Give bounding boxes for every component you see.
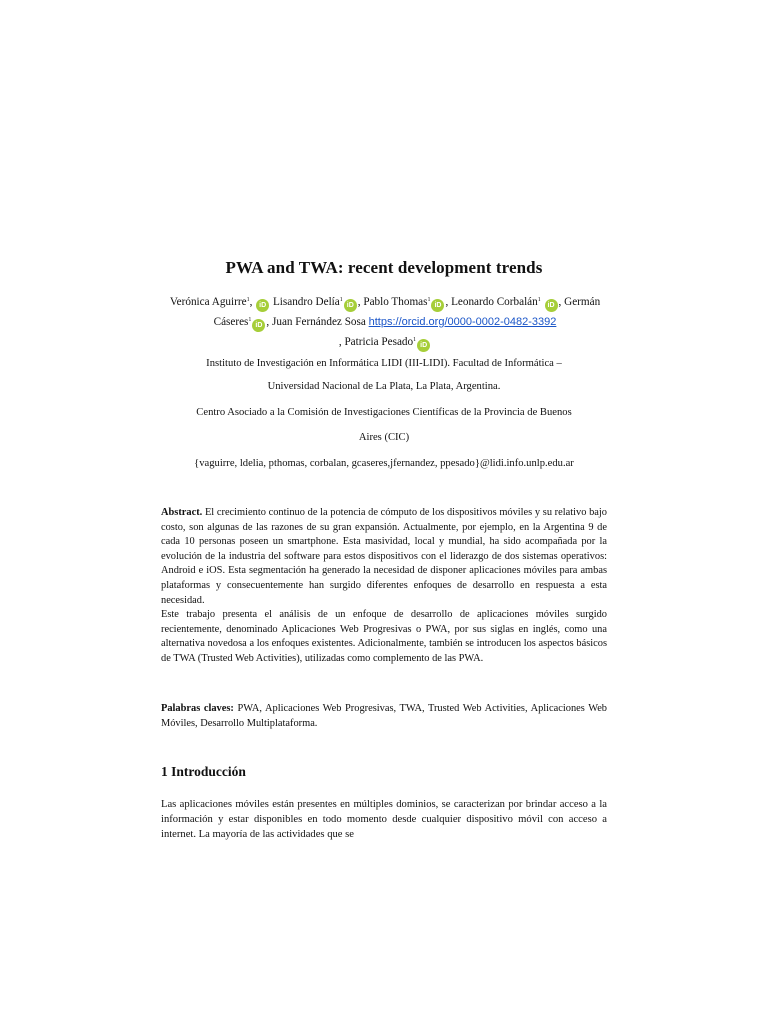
- author-emails: {vaguirre, ldelia, pthomas, corbalan, gcaseres,jfernandez, ppesado}@lidi.info.unlp.edu.ar: [194, 458, 574, 469]
- affiliation-line: Centro Asociado a la Comisión de Investigaciones Científicas de la Provincia de Buenos: [196, 407, 572, 418]
- orcid-icon[interactable]: iD: [256, 299, 269, 312]
- author-name: Patricia Pesado: [344, 336, 414, 348]
- abstract-paragraph: Este trabajo presenta el análisis de un enfoque de desarrollo de aplicaciones móviles surgido recientemente, denominado Aplicaciones Web Progresivas o PWA, por sus siglas en inglés, como una alternativa novedosa a los enfoques existentes. Adicionalmente, también se introducen los aspectos básicos de TWA (Trusted Web Activities), utilizadas como complemento de las PWA.: [161, 609, 607, 664]
- author-name: Verónica Aguirre: [169, 296, 247, 308]
- author-name: Germán Cáseres: [213, 296, 601, 328]
- section-paragraph: Las aplicaciones móviles están presentes en múltiples dominios, se caracterizan por brindar acceso a la información y estar disponibles en todo momento desde cualquier dispositivo móvil con acceso a internet. La mayoría de las actividades que se: [161, 799, 607, 840]
- author-list: Verónica Aguirre$^1$, iD Lisandro Delía$^1$iD , Pablo Thomas$^1$iD , Leonardo Corbalán$^1$ iD , Germán Cáseres$^1$iD , Juan Fernández Sosa https://orcid.org/0000-0002-0482-3392 , Patricia Pesado$^1$iD: [160, 292, 610, 352]
- author-superscript: 1: [427, 297, 431, 303]
- abstract-label: Abstract.: [161, 507, 203, 518]
- author-name: Juan Fernández Sosa: [272, 316, 366, 328]
- paper-title: PWA and TWA: recent development trends: [225, 258, 543, 277]
- orcid-icon[interactable]: iD: [344, 299, 357, 312]
- orcid-link[interactable]: https://orcid.org/0000-0002-0482-3392: [368, 316, 557, 328]
- orcid-icon[interactable]: iD: [431, 299, 444, 312]
- author-superscript: 1: [413, 337, 417, 343]
- author-name: Lisandro Delía: [272, 296, 340, 308]
- orcid-icon[interactable]: iD: [545, 299, 558, 312]
- orcid-icon[interactable]: iD: [417, 339, 430, 352]
- keywords-label: Palabras claves:: [161, 703, 234, 714]
- abstract-paragraph: El crecimiento continuo de la potencia de cómputo de los dispositivos móviles y su relativo bajo costo, son algunas de las razones de su gran expansión. Actualmente, por ejemplo, en la Argentina 9 de cada 10 personas poseen un smartphone. Esta masividad, local y mundial, ha sido acompañada por la evolución de la industria del software para estos dispositivos con el liderazgo de dos sistemas operativos: Android e iOS. Esta segmentación ha generado la necesidad de disponer aplicaciones móviles para ambas plataformas y consecuentemente han surgido diferentes enfoques de desarrollo en respuesta a esta necesidad.: [161, 507, 607, 606]
- author-superscript: 1: [248, 317, 252, 323]
- keywords: [161, 701, 607, 731]
- author-name: Leonardo Corbalán: [451, 296, 538, 308]
- author-superscript: 1: [537, 297, 541, 303]
- keywords-text: PWA, Aplicaciones Web Progresivas, TWA, Trusted Web Activities, Aplicaciones Web Móviles, Desarrollo Multiplataforma.: [161, 703, 607, 729]
- section-heading: 1 Introducción: [161, 764, 246, 779]
- abstract: [161, 506, 607, 667]
- orcid-icon[interactable]: iD: [252, 319, 265, 332]
- affiliation-line: Instituto de Investigación en Informática LIDI (III-LIDI). Facultad de Informática –: [206, 358, 562, 369]
- author-superscript: 1: [246, 297, 250, 303]
- author-name: Pablo Thomas: [363, 296, 428, 308]
- affiliation-line: Aires (CIC): [358, 432, 410, 443]
- author-superscript: 1: [339, 297, 343, 303]
- affiliation-line: Universidad Nacional de La Plata, La Plata, Argentina.: [267, 381, 501, 392]
